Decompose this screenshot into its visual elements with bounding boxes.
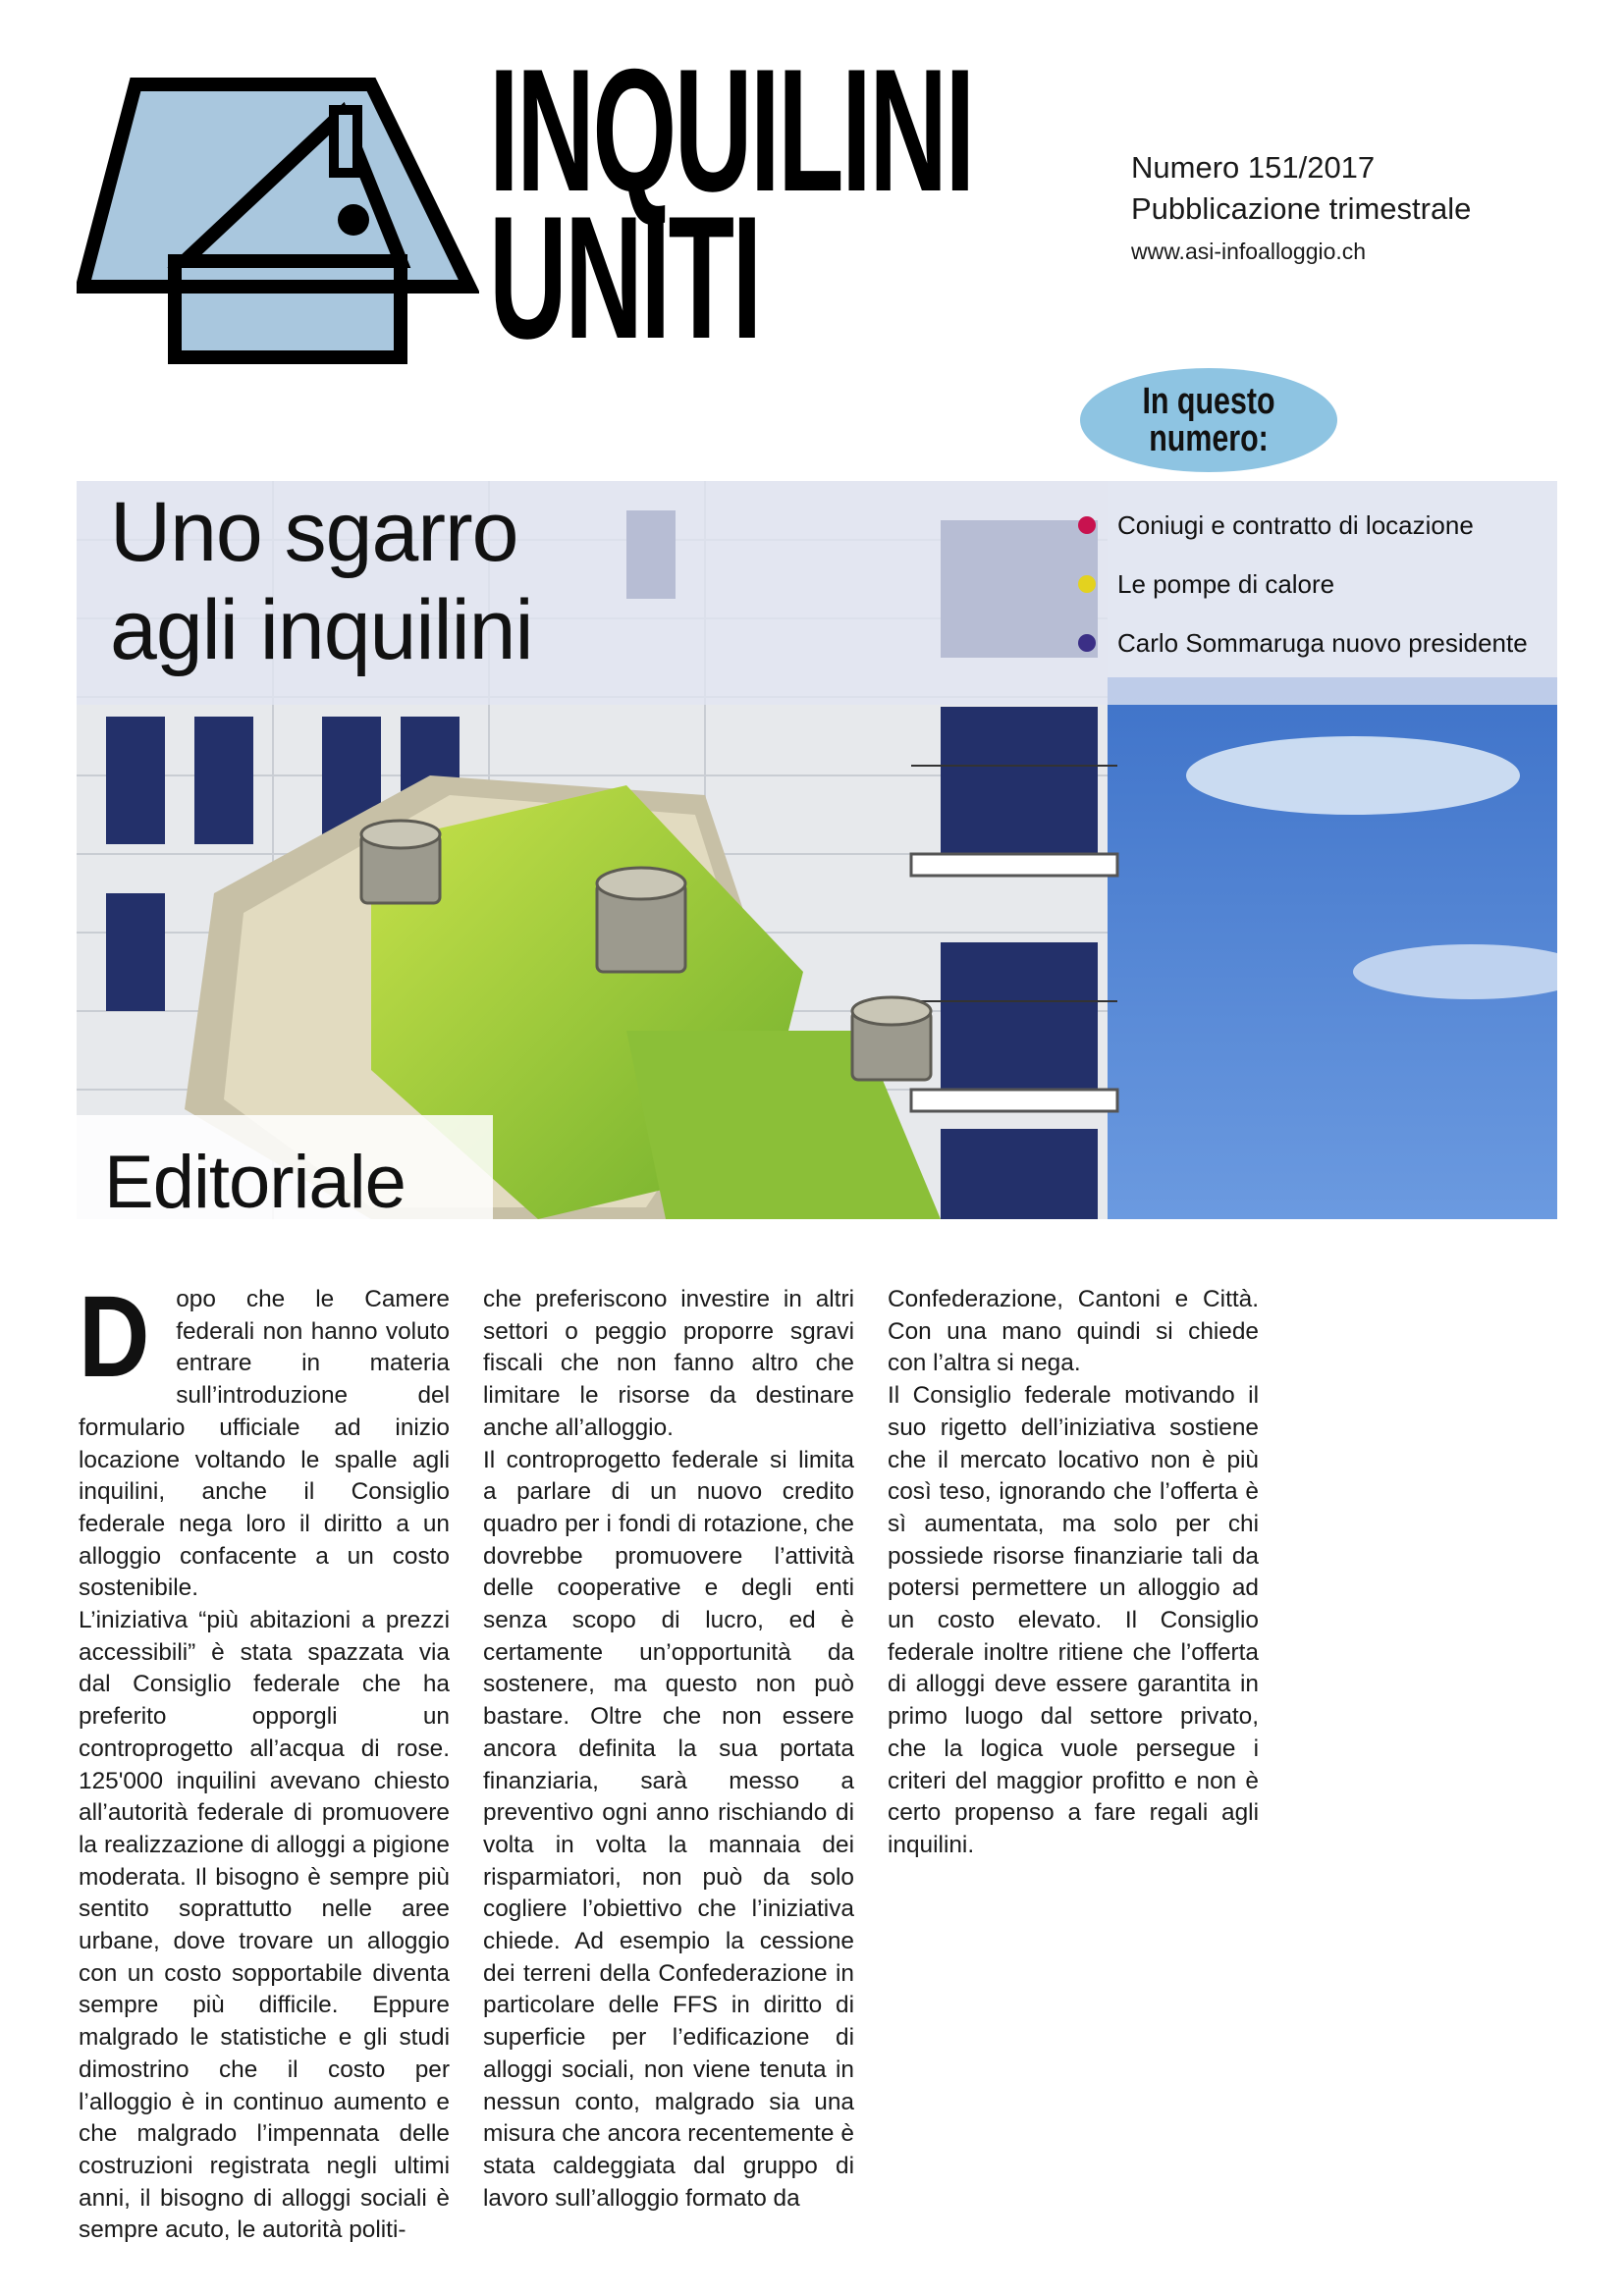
article-paragraph: opo che le Camere federali non hanno voluto entrare in materia sull’introduzione del formulario ufficiale ad inizio locazione voltando le spalle agli inquilini, anche il Consiglio federale nega loro il diritto a un alloggio confacente a un costo sostenibile.: [79, 1286, 450, 1602]
toc-item[interactable]: [1078, 555, 1549, 614]
article-paragraph: che preferiscono investire in altri settori o peggio proporre sgravi fiscali che non fanno altro che limitare le risorse da destinare anche all’alloggio.: [483, 1286, 854, 1441]
toc-list: [1078, 496, 1549, 672]
masthead-title-line2: UNITI: [489, 180, 760, 375]
section-label: Editoriale: [104, 1141, 406, 1224]
website-link[interactable]: www.asi-infoalloggio.ch: [1131, 239, 1367, 264]
page-title: [110, 483, 719, 679]
masthead-title: [489, 32, 973, 375]
issue-info: [1131, 147, 1543, 230]
article-paragraph: Il Consiglio federale motivando il suo rigetto dell’iniziativa sostiene che il mercato locativo non è più così teso, ignorando che l’offerta è sì aumentata, ma solo per chi possiede risorse finanziarie tali da potersi permettere un alloggio ad un costo elevato. Il Consiglio federale inoltre ritiene che l’offerta di alloggi deve essere garantita in primo luogo dal settore privato, che la logica vuole persegue i criteri del maggior profitto e non è certo propenso a fare regali agli inquilini.: [888, 1382, 1259, 1858]
bullet-icon: [1078, 516, 1096, 534]
toc-item-text: Le pompe di calore: [1117, 569, 1335, 599]
issue-number: Numero 151/2017: [1131, 150, 1376, 185]
article-paragraph: Confederazione, Cantoni e Città. Con una mano quindi si chiede con l’altra si nega.: [888, 1286, 1259, 1377]
toc-item-text: Carlo Sommaruga nuovo presidente: [1117, 628, 1528, 658]
article-column-3: [888, 1284, 1259, 1862]
toc-item[interactable]: [1078, 496, 1549, 555]
article-column-1: [79, 1272, 450, 2247]
toc-item[interactable]: [1078, 614, 1549, 672]
toc-item-text: Coniugi e contratto di locazione: [1117, 510, 1474, 540]
toc-oval: [1080, 368, 1337, 472]
house-logo-icon: [77, 75, 479, 375]
masthead-title-line1: INQUILINI: [489, 32, 973, 228]
drop-cap: D: [79, 1272, 150, 1402]
publication-frequency: Pubblicazione trimestrale: [1131, 191, 1472, 226]
bullet-icon: [1078, 575, 1096, 593]
article-paragraph: Il controprogetto federale si limita a parlare di un nuovo credito quadro per i fondi di rotazione, che dovrebbe promuovere l’attività delle cooperative e degli enti senza scopo di lucro, ed è certamente un’opportunità da sostenere, ma questo non può bastare. Oltre che non essere ancora definita la sua portata finanziaria, sarà messo a preventivo ogni anno rischiando di volta in volta la mannaia dei risparmiatori, non può da solo cogliere l’obiettivo che l’iniziativa chiede. Ad esempio la cessione dei terreni della Confederazione in particolare delle FFS in diritto di superficie per l’edificazione di alloggi sociali, non viene tenuta in nessun conto, malgrado sia una misura che ancora recentemente è stata caldeggiata dal gruppo di lavoro sull’alloggio formato da: [483, 1446, 854, 2212]
bullet-icon: [1078, 634, 1096, 652]
article-paragraph: L’iniziativa “più abitazioni a prezzi accessibili” è stata spazzata via dal Consiglio federale che ha preferito opporgli un controprogetto all’acqua di rose. 125'000 inquilini avevano chiesto all’autorità federale di promuovere la realizzazione di alloggi a pigione moderata. Il bisogno è sempre più sentito soprattutto nelle aree urbane, dove trovare un alloggio con un costo sopportabile diventa sempre più difficile. Eppure malgrado le statistiche e gli studi dimostrino che il costo per l’alloggio è in continuo aumento e che malgrado l’impennata delle costruzioni registrata negli ultimi anni, il bisogno di alloggi sociali è sempre acuto, le autorità politi-: [79, 1607, 450, 2244]
article-column-2: [483, 1284, 854, 2215]
toc-label: In questo numero:: [1142, 381, 1275, 459]
page-title-line1: Uno sgarro: [110, 485, 518, 579]
page-title-line2: agli inquilini: [110, 583, 533, 677]
